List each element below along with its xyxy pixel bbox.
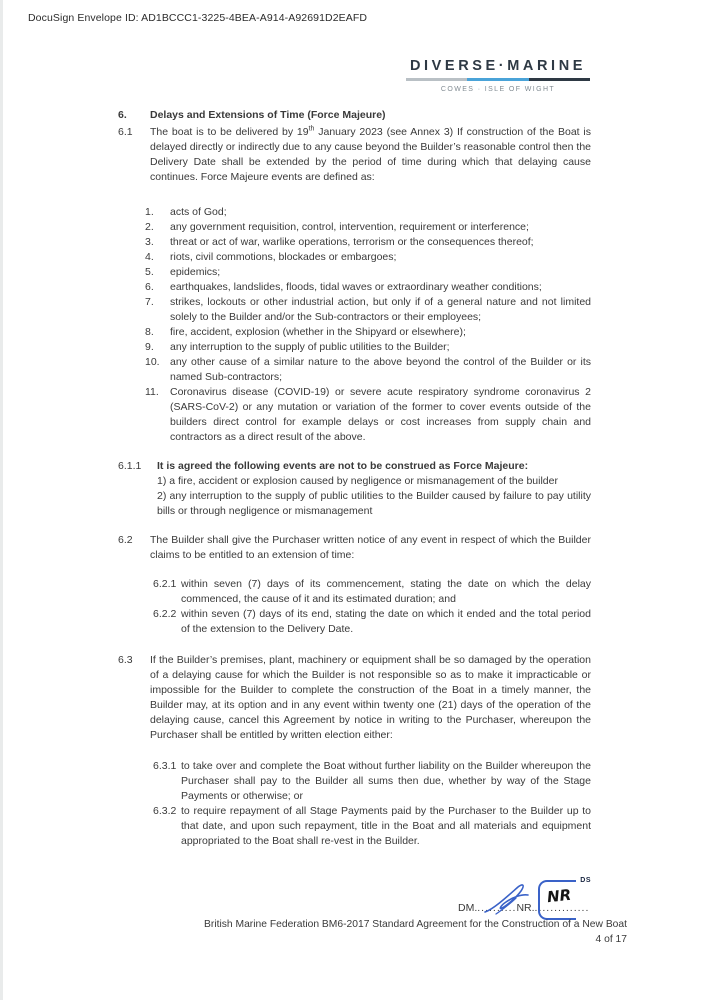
- item-number: 6.: [145, 281, 154, 293]
- item-text: earthquakes, landslides, floods, tidal waves or extraordinary weather conditions;: [170, 281, 542, 293]
- clause-text: within seven (7) days of its end, stating the date on which it ended and the total period of the extension to the Delivery Date.: [181, 608, 591, 635]
- list-item: [145, 220, 591, 235]
- clause-6-2-subclauses: [153, 577, 591, 637]
- nr-label: NR.: [516, 902, 535, 914]
- exclusion-line-1: 1) a fire, accident or explosion caused by negligence or mismanagement of the builder: [157, 475, 558, 487]
- item-number: 1.: [145, 206, 154, 218]
- clause-text: If the Builder’s premises, plant, machinery or equipment shall be so damaged by the operation of a delaying cause for which the Builder is not responsible so as to make it impracticable or impossible for the Builder to complete the construction of the Boat in a timely manner, the Builder may, at its option and in any event within twenty one (21) days of the operation of the delaying cause, cancel this Agreement by notice in writing to the Purchaser, whereupon the Purchaser shall be entitled by written election either:: [150, 654, 591, 741]
- item-number: 3.: [145, 236, 154, 248]
- dm-handwritten-initial: [482, 882, 534, 916]
- item-number: 9.: [145, 341, 154, 353]
- clause-title: Delays and Extensions of Time (Force Majeure): [150, 109, 386, 121]
- clause-number: 6.3.2: [153, 805, 177, 817]
- logo-divider-dark-segment: [529, 78, 590, 81]
- dm-label: DM.: [458, 902, 478, 914]
- item-text: Coronavirus disease (COVID-19) or severe acute respiratory syndrome coronavirus 2 (SARS-CoV-2) or any mutation or variation of the former to cover events outside of the builders direct control for example delays or cost increases from supply chain and contractors as a direct result of the above.: [170, 386, 591, 443]
- list-item: [145, 325, 591, 340]
- item-number: 11.: [145, 386, 159, 398]
- item-text: threat or act of war, warlike operations, terrorism or the consequences thereof;: [170, 236, 534, 248]
- item-text: any interruption to the supply of public utilities to the Builder;: [170, 341, 450, 353]
- docusign-initials-stamp: [538, 877, 591, 920]
- list-item: [145, 340, 591, 355]
- logo-divider-gray-segment: [406, 78, 467, 81]
- list-item: [145, 235, 591, 250]
- list-item: [145, 265, 591, 280]
- item-number: 7.: [145, 296, 154, 308]
- list-item: [145, 355, 591, 385]
- clause-6-1: [118, 125, 591, 185]
- item-text: epidemics;: [170, 266, 221, 278]
- list-item: [145, 205, 591, 220]
- logo-wordmark: DIVERSE·MARINE: [409, 58, 587, 74]
- logo-divider: [406, 78, 590, 81]
- item-text: fire, accident, explosion (whether in the Shipyard or elsewhere);: [170, 326, 466, 338]
- company-logo: [406, 58, 590, 93]
- clause-6-2-1: [153, 577, 591, 607]
- docusign-envelope-id: DocuSign Envelope ID: AD1BCCC1-3225-4BEA-A914-A92691D2EAFD: [28, 12, 368, 24]
- initials-block: [458, 878, 633, 918]
- page-edge-shadow: [0, 0, 3, 1000]
- clause-6-2: [118, 533, 591, 563]
- list-item: [145, 250, 591, 265]
- clause-text: to require repayment of all Stage Payments paid by the Purchaser to the Builder up to that date, and upon such repayment, title in the Boat and all materials and equipment appropriated to the Boat shall re-vest in the Builder.: [181, 805, 591, 847]
- page-footer: [204, 918, 627, 947]
- clause-text: The boat is to be delivered by 19th January 2023 (see Annex 3) If construction of the Boat is delayed directly or indirectly due to any cause beyond the Builder’s reasonable control then the Delivery Date shall be extended by the period of time during which that delaying cause continues. Force Majeure events are defined as:: [150, 125, 591, 183]
- clause-6-3-subclauses: [153, 759, 591, 849]
- clause-6-2-2: [153, 607, 591, 637]
- list-item: [145, 295, 591, 325]
- clause-6-3-1: [153, 759, 591, 804]
- clause-6-1-1-title: It is agreed the following events are not to be construed as Force Majeure:: [157, 460, 529, 472]
- ordinal-superscript: th: [308, 125, 315, 133]
- footer-agreement-title: British Marine Federation BM6-2017 Standard Agreement for the Construction of a New Boat: [204, 919, 627, 930]
- clause-6-1-1: [118, 459, 591, 519]
- clause-number: 6.3: [118, 654, 133, 666]
- clause-number: 6.1: [118, 126, 133, 138]
- list-item: [145, 385, 591, 445]
- clause-text: The Builder shall give the Purchaser written notice of any event in respect of which the Builder claims to be entitled to an extension of time:: [150, 534, 591, 561]
- list-item: [145, 280, 591, 295]
- page-number: 4 of 17: [595, 933, 627, 945]
- item-text: strikes, lockouts or other industrial action, but only if of a general nature and not limited solely to the Builder and/or the Sub-contractors or their employees;: [170, 296, 591, 323]
- logo-tagline: COWES · ISLE OF WIGHT: [440, 86, 556, 93]
- clause-6-3: [118, 653, 591, 743]
- nr-handwritten-initials: NR: [546, 885, 572, 907]
- clause-text: to take over and complete the Boat without further liability on the Builder whereupon the Purchaser shall pay to the Builder all sums then due, whether by way of the Stage Payments or otherwise; or: [181, 760, 591, 802]
- item-number: 5.: [145, 266, 154, 278]
- item-text: riots, civil commotions, blockades or embargoes;: [170, 251, 397, 263]
- item-text: acts of God;: [170, 206, 227, 218]
- section-6-heading: [118, 108, 591, 123]
- clause-6-3-2: [153, 804, 591, 849]
- exclusion-line-2: 2) any interruption to the supply of public utilities to the Builder caused by failure to pay utility bills or through negligence or mismanagement: [157, 490, 591, 517]
- dm-dotted-line: ..........: [477, 902, 517, 914]
- item-number: 2.: [145, 221, 154, 233]
- clause-text: [157, 459, 591, 519]
- docusign-ds-tab: DS: [580, 877, 591, 884]
- clause-number: 6.2.1: [153, 578, 177, 590]
- document-body: [118, 108, 591, 849]
- clause-number: 6.: [118, 109, 127, 121]
- item-text: any other cause of a similar nature to the above beyond the control of the Builder or its named Sub-contractors;: [170, 356, 591, 383]
- item-number: 10.: [145, 356, 160, 368]
- item-text: any government requisition, control, intervention, requirement or interference;: [170, 221, 529, 233]
- clause-text: within seven (7) days of its commencement, stating the date on which the delay commenced, the cause of it and its estimated duration; and: [181, 578, 591, 605]
- item-number: 4.: [145, 251, 154, 263]
- logo-divider-blue-segment: [467, 78, 528, 81]
- item-number: 8.: [145, 326, 154, 338]
- clause-number: 6.3.1: [153, 760, 177, 772]
- force-majeure-list: [145, 205, 591, 445]
- nr-dotted-line: ..............: [534, 902, 590, 914]
- clause-number: 6.2.2: [153, 608, 177, 620]
- clause-number: 6.2: [118, 534, 133, 546]
- clause-number: 6.1.1: [118, 460, 142, 472]
